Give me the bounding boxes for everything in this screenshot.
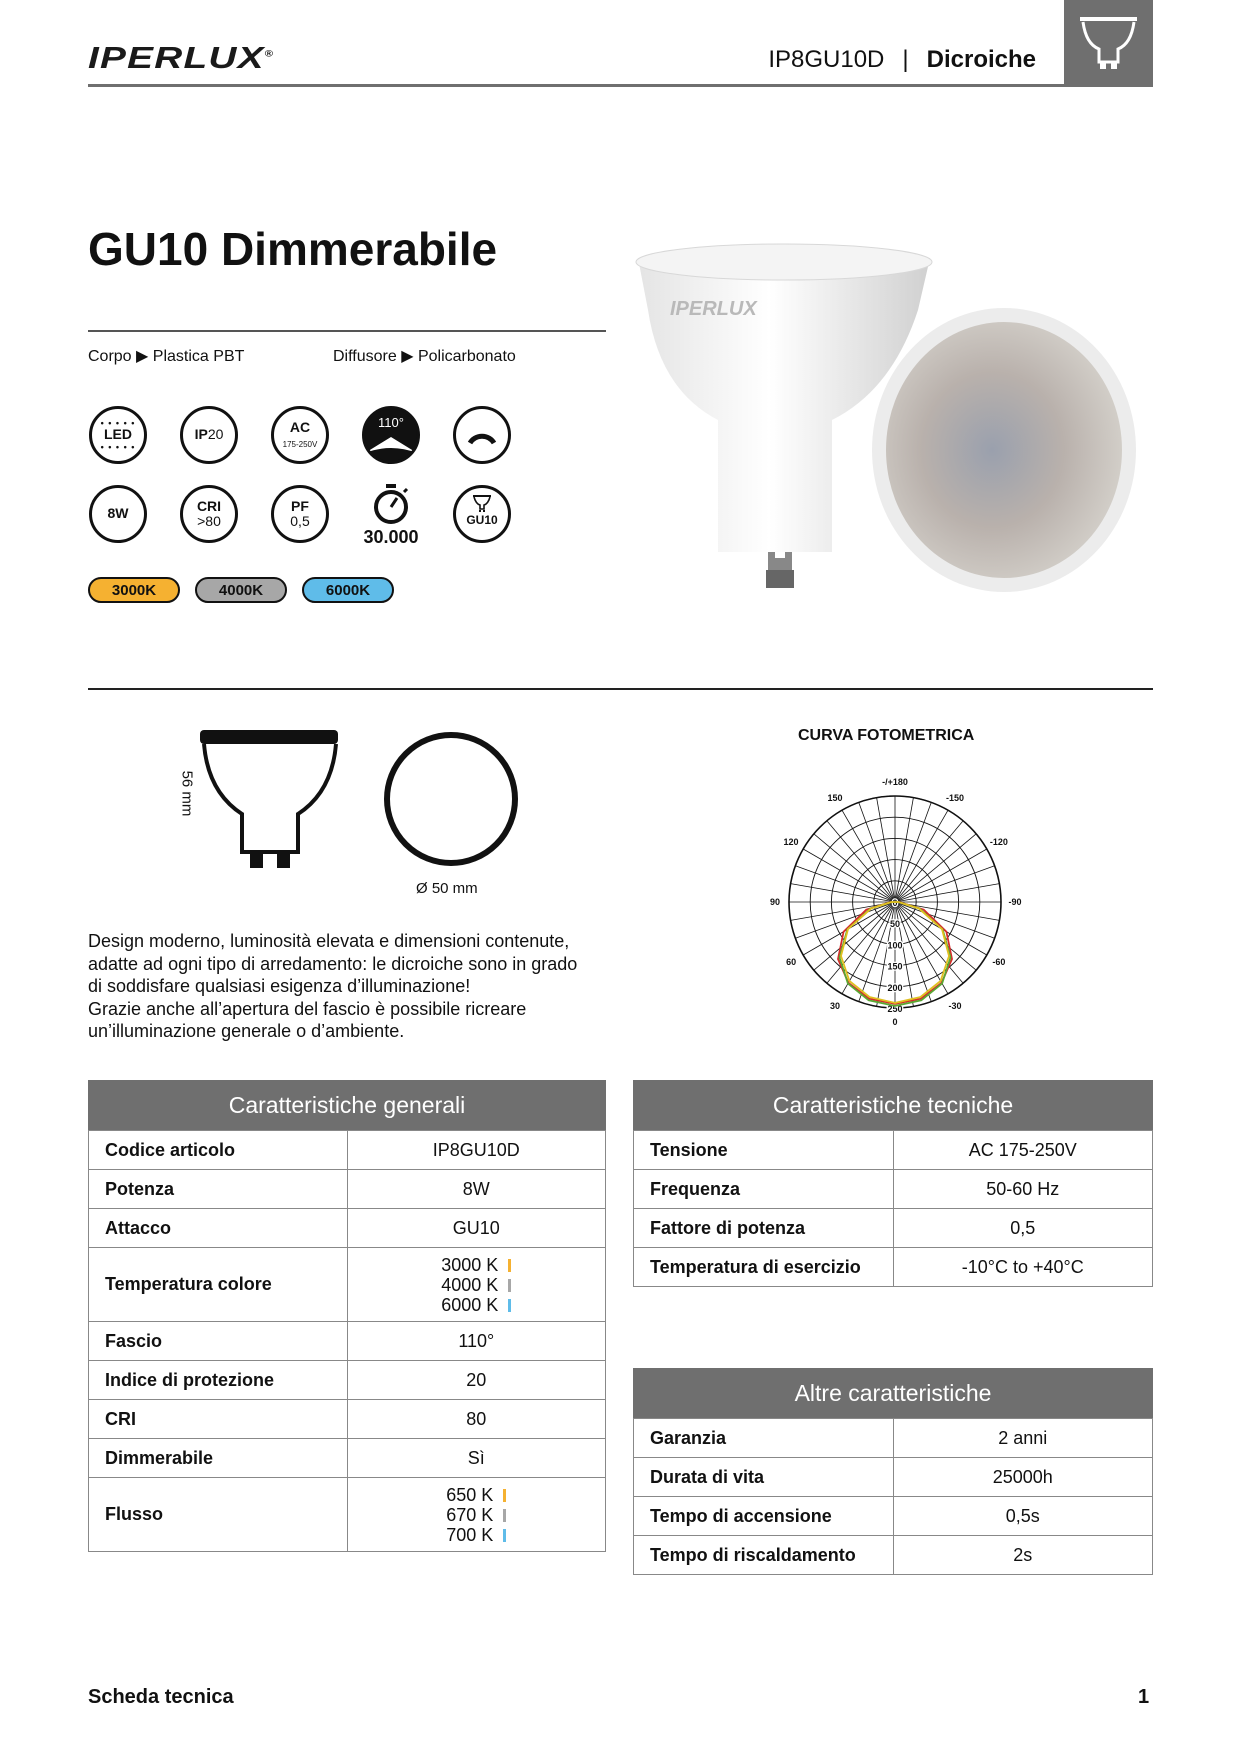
table-row — [634, 1209, 1153, 1248]
color-temp-4000k: 4000K — [195, 577, 287, 603]
angle-label: -30 — [948, 1000, 962, 1011]
product-category: Dicroiche — [926, 46, 1036, 73]
table-row — [634, 1458, 1153, 1497]
cri-label: CRI — [196, 497, 222, 514]
product-description — [88, 930, 628, 1043]
spec-key: Dimmerabile — [89, 1439, 348, 1478]
radial-tick-label: 200 — [887, 982, 903, 993]
spec-value — [347, 1248, 605, 1322]
spec-value: IP8GU10D — [347, 1131, 605, 1170]
brand-name: IPERLUX — [88, 40, 265, 75]
material-body-label: Corpo — [88, 348, 132, 365]
cri-icon — [180, 485, 238, 543]
table-row — [89, 1248, 606, 1322]
ac-label: AC — [289, 419, 311, 436]
footer-label: Scheda tecnica — [88, 1686, 234, 1708]
color-marker — [508, 1279, 511, 1292]
power-icon — [89, 485, 147, 543]
spec-value: 110° — [347, 1322, 605, 1361]
table-row — [89, 1131, 606, 1170]
table-row — [89, 1322, 606, 1361]
angle-label: -/+180 — [882, 777, 908, 787]
chart-title: CURVA FOTOMETRICA — [798, 727, 975, 744]
spec-key: Flusso — [89, 1478, 348, 1552]
spec-key: Frequenza — [634, 1170, 894, 1209]
spec-value: 80 — [347, 1400, 605, 1439]
spec-key: Temperatura colore — [89, 1248, 348, 1322]
spec-value: 0,5s — [893, 1497, 1153, 1536]
bulb-brand-embossing: IPERLUX — [670, 298, 757, 320]
brand-registered-mark: ® — [264, 48, 275, 59]
spec-value: 20 — [347, 1361, 605, 1400]
material-body-value: Plastica PBT — [152, 348, 245, 365]
spec-value-text: 650 K — [446, 1484, 494, 1505]
spec-key: Fattore di potenza — [634, 1209, 894, 1248]
page-number: 1 — [1138, 1686, 1150, 1708]
angle-label: 90 — [769, 897, 781, 907]
photometric-curve-chart — [755, 770, 1035, 1040]
radial-tick-label: 250 — [887, 1004, 903, 1014]
table-row — [634, 1170, 1153, 1209]
spec-key: Attacco — [89, 1209, 348, 1248]
spec-key: Tensione — [634, 1131, 894, 1170]
power-value: 8W — [107, 505, 129, 522]
title-rule — [88, 330, 606, 332]
page-title: GU10 Dimmerabile — [88, 223, 498, 275]
beam-cone-icon — [365, 431, 417, 455]
power-factor-icon — [271, 485, 329, 543]
side-dimension-drawing — [190, 722, 350, 872]
ip-rating-icon — [180, 406, 238, 464]
table-row — [89, 1478, 606, 1552]
led-icon — [89, 406, 147, 464]
dimmable-icon — [453, 406, 511, 464]
spec-key: Fascio — [89, 1322, 348, 1361]
description-line: un’illuminazione generale o d’ambiente. — [88, 1021, 405, 1041]
angle-label: -150 — [945, 793, 965, 804]
spec-table-body — [633, 1130, 1153, 1287]
table-row — [634, 1131, 1153, 1170]
color-temp-6000k: 6000K — [302, 577, 394, 603]
angle-label: 120 — [783, 837, 799, 847]
spec-key: CRI — [89, 1400, 348, 1439]
radial-tick-label: 0 — [892, 898, 898, 908]
ac-voltage-icon — [271, 406, 329, 464]
table-header: Altre caratteristiche — [633, 1368, 1153, 1418]
spec-key: Tempo di accensione — [634, 1497, 894, 1536]
spec-value-line — [364, 1505, 589, 1525]
diameter-dimension: Ø 50 mm — [416, 880, 478, 897]
material-diffuser — [333, 346, 516, 366]
spec-value-line — [364, 1255, 589, 1275]
color-temp-3000k: 3000K — [88, 577, 180, 603]
spec-value: 2s — [893, 1536, 1153, 1575]
lifetime-indicator — [358, 482, 424, 548]
category-icon-box — [1064, 0, 1153, 87]
spec-value-text: 6000 K — [441, 1294, 499, 1315]
spec-value-text: 4000 K — [441, 1274, 499, 1295]
technical-specs-table — [633, 1080, 1153, 1287]
spec-key: Indice di protezione — [89, 1361, 348, 1400]
spec-key: Potenza — [89, 1170, 348, 1209]
description-line: adatte ad ogni tipo di arredamento: le dicroiche sono in grado — [88, 953, 578, 974]
spec-value-line — [364, 1485, 589, 1505]
pf-value: 0,5 — [290, 513, 310, 529]
led-dots: • • • • • — [100, 441, 136, 452]
spec-key: Temperatura di esercizio — [634, 1248, 894, 1287]
angle-label: -90 — [1008, 897, 1022, 907]
spec-value-text: 3000 K — [441, 1254, 499, 1275]
spec-value: 8W — [347, 1170, 605, 1209]
cri-value: >80 — [197, 513, 221, 529]
table-row — [634, 1248, 1153, 1287]
ip-prefix: IP — [194, 426, 208, 443]
beam-angle-value: 110° — [378, 415, 404, 430]
spec-value: GU10 — [347, 1209, 605, 1248]
table-header: Caratteristiche generali — [88, 1080, 606, 1130]
angle-label: 60 — [786, 957, 797, 967]
table-row — [634, 1497, 1153, 1536]
spec-value-line — [364, 1295, 589, 1315]
spec-table-body — [633, 1418, 1153, 1575]
description-line: Design moderno, luminosità elevata e dimensioni contenute, — [88, 931, 570, 951]
spec-value: 0,5 — [893, 1209, 1153, 1248]
socket-label: GU10 — [466, 513, 498, 527]
table-header: Caratteristiche tecniche — [633, 1080, 1153, 1130]
angle-label: -120 — [989, 837, 1008, 847]
table-row — [634, 1536, 1153, 1575]
color-marker — [503, 1509, 506, 1522]
angle-label: -60 — [992, 957, 1006, 967]
angle-label: 150 — [827, 793, 843, 804]
height-dimension: 56 mm — [178, 770, 196, 817]
spec-key: Codice articolo — [89, 1131, 348, 1170]
gu10-bulb-icon — [1064, 0, 1153, 87]
arrow-right-icon: ▶ — [136, 348, 149, 365]
lifetime-hours: 30.000 — [363, 527, 419, 547]
material-diffuser-label: Diffusore — [333, 348, 397, 365]
spec-key: Garanzia — [634, 1419, 894, 1458]
spec-value — [347, 1478, 605, 1552]
spec-key: Tempo di riscaldamento — [634, 1536, 894, 1575]
spec-value-text: 670 K — [446, 1504, 494, 1525]
beam-angle-icon — [362, 406, 420, 464]
radial-tick-label: 100 — [887, 940, 903, 951]
angle-label: 30 — [829, 1000, 841, 1011]
spec-value-line — [364, 1525, 589, 1545]
color-marker — [503, 1529, 506, 1542]
spec-value: 2 anni — [893, 1419, 1153, 1458]
product-code: IP8GU10D — [768, 46, 885, 73]
other-specs-table — [633, 1368, 1153, 1575]
section-rule — [88, 688, 1153, 690]
color-marker — [508, 1259, 511, 1272]
table-row — [89, 1170, 606, 1209]
spec-key: Durata di vita — [634, 1458, 894, 1497]
spec-value-line — [364, 1275, 589, 1295]
table-row — [89, 1439, 606, 1478]
color-marker — [508, 1299, 511, 1312]
product-photo — [630, 240, 1150, 610]
gu10-small-icon — [470, 492, 494, 514]
table-row — [89, 1400, 606, 1439]
spec-value: 50-60 Hz — [893, 1170, 1153, 1209]
header-rule — [88, 84, 1153, 87]
spec-value: AC 175-250V — [893, 1131, 1153, 1170]
table-row — [634, 1419, 1153, 1458]
front-dimension-drawing — [380, 728, 522, 870]
spec-table-body — [88, 1130, 606, 1552]
radial-tick-label: 50 — [889, 919, 901, 930]
spec-value-text: 700 K — [446, 1524, 494, 1545]
ac-range: 175-250V — [282, 439, 318, 449]
table-row — [89, 1361, 606, 1400]
header-product-info — [768, 46, 1036, 74]
general-specs-table — [88, 1080, 606, 1552]
dimmable-arc-icon — [462, 415, 502, 455]
stopwatch-icon — [371, 482, 411, 526]
socket-icon — [453, 485, 511, 543]
angle-label: 0 — [892, 1017, 898, 1027]
header-separator: | — [902, 46, 909, 73]
pf-label: PF — [291, 497, 309, 514]
radial-tick-label: 150 — [887, 961, 903, 972]
table-row — [89, 1209, 606, 1248]
spec-value: Sì — [347, 1439, 605, 1478]
description-line: di soddisfare qualsiasi esigenza d’illuminazione! — [88, 976, 471, 996]
spec-value: 25000h — [893, 1458, 1153, 1497]
led-dots: • • • • • — [100, 418, 136, 429]
material-diffuser-value: Policarbonato — [417, 348, 516, 365]
arrow-right-icon: ▶ — [401, 348, 414, 365]
brand-logo — [88, 40, 274, 76]
ip-value: 20 — [207, 426, 224, 443]
spec-value: -10°C to +40°C — [893, 1248, 1153, 1287]
color-marker — [503, 1489, 506, 1502]
material-body — [88, 346, 244, 366]
led-label: LED — [104, 426, 132, 443]
description-line: Grazie anche all’apertura del fascio è possibile ricreare — [88, 998, 527, 1019]
